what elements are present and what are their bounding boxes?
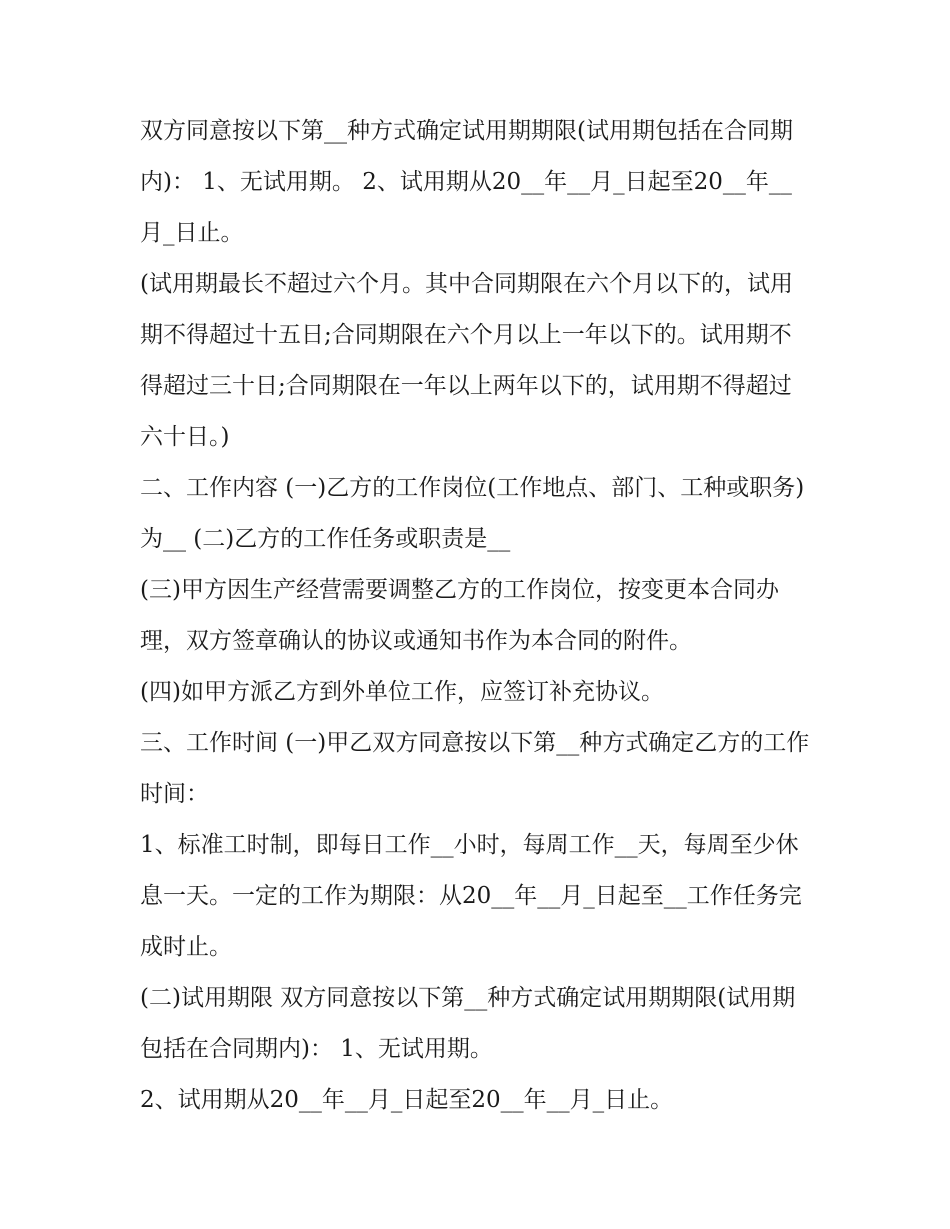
paragraph-probation-limits: (试用期最长不超过六个月。其中合同期限在六个月以下的，试用期不得超过十五日;合同期限在六个月以上一年以下的。试用期不得超过三十日;合同期限在一年以上两年以下的，试用期不得超过六十日。) [140,271,793,450]
paragraph-probation-period: (二)试用期限 双方同意按以下第__种方式确定试用期期限(试用期包括在合同期内)： 1、无试用期。 [140,985,796,1062]
paragraph-probation-options: 双方同意按以下第__种方式确定试用期期限(试用期包括在合同期内)： 1、无试用期。 2、试用期从20__年__月_日起至20__年__月_日止。 [140,118,793,246]
paragraph-probation-dates: 2、试用期从20__年__月_日起至20__年__月_日止。 [140,1087,674,1113]
document-body [140,106,810,1126]
paragraph-external-assignment: (四)如甲方派乙方到外单位工作，应签订补充协议。 [140,679,664,705]
paragraph-standard-hours: 1、标准工时制，即每日工作__小时，每周工作__天，每周至少休息一天。一定的工作为期限：从20__年__月_日起至__工作任务完成时止。 [140,832,802,960]
paragraph-working-hours: 三、工作时间 (一)甲乙双方同意按以下第__种方式确定乙方的工作时间： [140,730,810,807]
paragraph-work-content: 二、工作内容 (一)乙方的工作岗位(工作地点、部门、工种或职务)为__ (二)乙方的工作任务或职责是__ [140,475,805,552]
paragraph-position-adjustment: (三)甲方因生产经营需要调整乙方的工作岗位，按变更本合同办理，双方签章确认的协议或通知书作为本合同的附件。 [140,577,779,654]
